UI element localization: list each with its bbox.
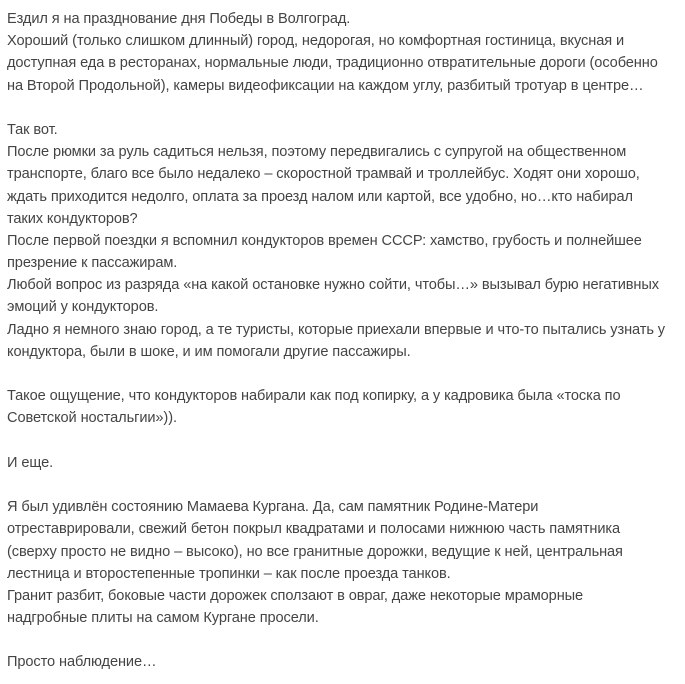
paragraph-gap: [7, 430, 683, 452]
paragraph-gap: [7, 363, 683, 385]
paragraph: [7, 496, 683, 629]
text-line: Просто наблюдение…: [7, 654, 157, 671]
paragraph: [7, 452, 683, 474]
text-line: Я был удивлён состоянию Мамаева Кургана. Да, сам памятник Родине-Матери: [7, 499, 539, 516]
paragraph: [7, 651, 683, 673]
paragraph-gap: [7, 629, 683, 651]
paragraph: [7, 8, 683, 97]
text-line: транспорте, благо все было недалеко – скоростной трамвай и троллейбус. Ходят они хорошо,: [7, 166, 640, 183]
text-line: презрение к пассажирам.: [7, 255, 178, 272]
text-line: надгробные плиты на самом Кургане просели.: [7, 610, 319, 627]
text-line: лестница и второстепенные тропинки – как после проезда танков.: [7, 565, 451, 582]
text-line: отреставрировали, свежий бетон покрыл квадратами и полосами нижнюю часть памятника: [7, 521, 621, 538]
paragraph-gap: [7, 97, 683, 119]
text-line: ждать приходится недолго, оплата за проезд налом или картой, все удобно, но…кто набирал: [7, 188, 633, 205]
text-line: После рюмки за руль садиться нельзя, поэтому передвигались с супругой на общественном: [7, 144, 627, 161]
text-line: кондуктора, были в шоке, и им помогали другие пассажиры.: [7, 343, 411, 360]
paragraph-gap: [7, 474, 683, 496]
text-line: Ладно я немного знаю город, а те туристы, которые приехали впервые и что-то пытались узнать у: [7, 321, 665, 338]
text-line: таких кондукторов?: [7, 210, 138, 227]
text-line: После первой поездки я вспомнил кондукторов времен СССР: хамство, грубость и полнейшее: [7, 232, 642, 249]
text-line: Советской ностальгии»)).: [7, 410, 177, 427]
text-line: доступная еда в ресторанах, нормальные люди, традиционно отвратительные дороги (особенно: [7, 55, 658, 72]
text-line: на Второй Продольной), камеры видеофиксации на каждом углу, разбитый тротуар в центре…: [7, 77, 644, 94]
text-line: Ездил я на празднование дня Победы в Волгоград.: [7, 11, 351, 27]
text-line: (сверху просто не видно – высоко), но все гранитные дорожки, ведущие к ней, центральная: [7, 543, 623, 560]
text-line: Любой вопрос из разряда «на какой остановке нужно сойти, чтобы…» вызывал бурю негативных: [7, 277, 659, 294]
post-text: [7, 8, 683, 674]
paragraph: [7, 385, 683, 429]
text-line: Гранит разбит, боковые части дорожек сползают в овраг, даже некоторые мраморные: [7, 587, 584, 604]
text-line: Так вот.: [7, 121, 58, 138]
text-line: Такое ощущение, что кондукторов набирали как под копирку, а у кадровика была «тоска по: [7, 388, 621, 405]
text-line: Хороший (только слишком длинный) город, недорогая, но комфортная гостиница, вкусная и: [7, 33, 625, 50]
text-line: эмоций у кондукторов.: [7, 299, 159, 316]
text-line: И еще.: [7, 454, 54, 471]
paragraph: [7, 119, 683, 363]
